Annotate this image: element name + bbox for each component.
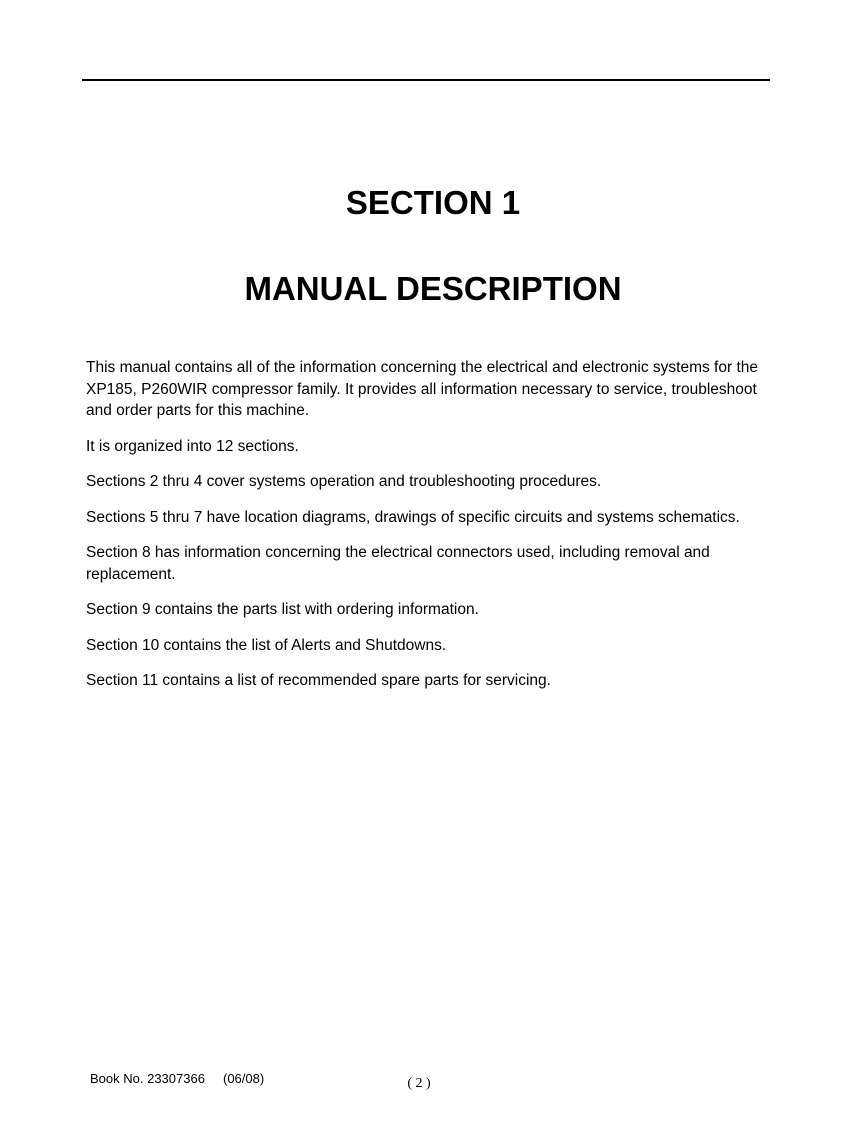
paragraph-section-8: Section 8 has information concerning the electrical connectors used, including removal and replacement. (86, 544, 710, 583)
body-text (86, 357, 780, 706)
paragraph-sections-5-7: Sections 5 thru 7 have location diagrams, drawings of specific circuits and systems schematics. (86, 508, 740, 526)
page-number: ( 2 ) (407, 1076, 431, 1091)
section-number-heading: SECTION 1 (345, 184, 521, 221)
paragraph-section-9: Section 9 contains the parts list with ordering information. (86, 601, 479, 618)
paragraph-section-10: Section 10 contains the list of Alerts and Shutdowns. (86, 636, 447, 654)
book-number: Book No. 23307366 (90, 1071, 205, 1086)
top-horizontal-rule (82, 79, 770, 81)
paragraph-section-11: Section 11 contains a list of recommended spare parts for servicing. (86, 672, 551, 689)
section-title-heading: MANUAL DESCRIPTION (244, 270, 622, 307)
paragraph-intro: This manual contains all of the information concerning the electrical and electronic systems for the XP185, P260WIR compressor family. It provides all information necessary to service, troubleshoot and order parts for this machine. (86, 359, 759, 419)
paragraph-organization: It is organized into 12 sections. (86, 437, 299, 455)
book-date: (06/08) (223, 1071, 265, 1086)
paragraph-sections-2-4: Sections 2 thru 4 cover systems operation and troubleshooting procedures. (86, 473, 602, 490)
